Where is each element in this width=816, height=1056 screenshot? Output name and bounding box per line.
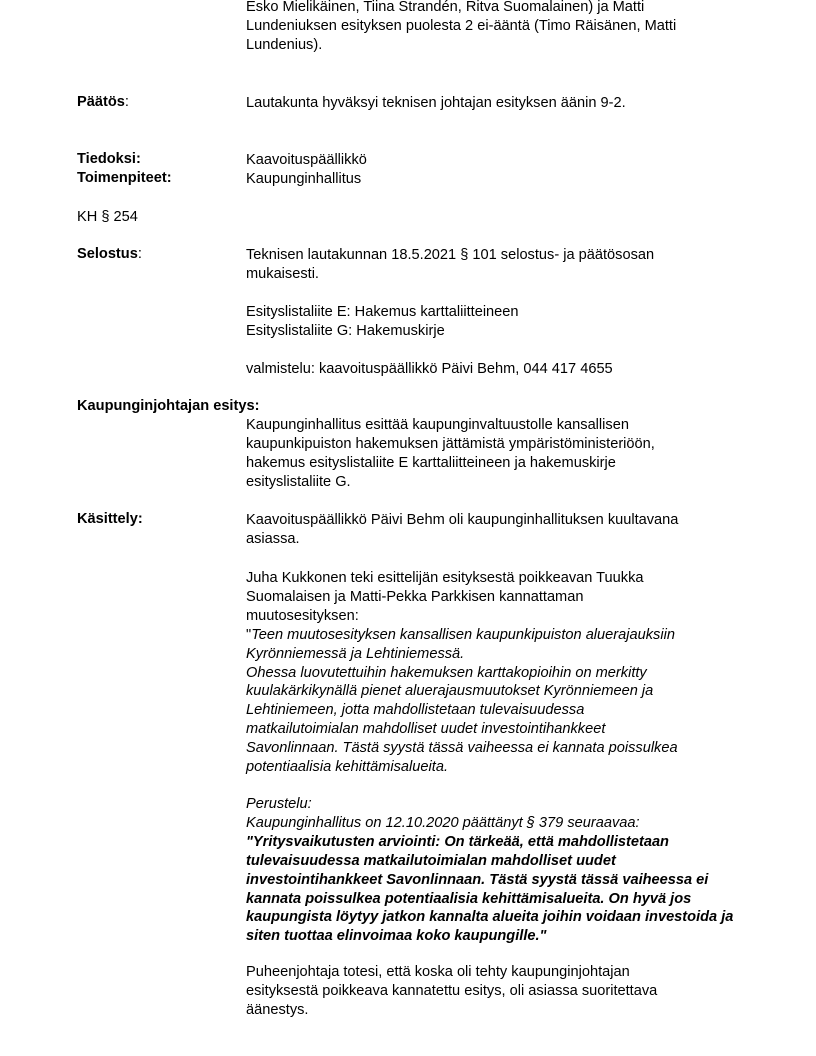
section-reference: KH § 254: [77, 209, 138, 225]
change-proposal-line: Lehtiniemeen, jotta mahdollistetaan tulevaisuudessa: [246, 702, 585, 719]
change-proposal-line: Kyrönniemessä ja Lehtiniemessä.: [246, 645, 465, 662]
text-line: Suomalaisen ja Matti-Pekka Parkkisen kannattaman: [246, 588, 584, 605]
text-line: kaupunkipuiston hakemuksen jättämistä ympäristöministeriöön,: [246, 435, 655, 452]
decision-label: Päätös:: [77, 94, 129, 110]
quoted-decision-line: tulevaisuudessa matkailutoimialan mahdolliset uudet: [246, 852, 616, 869]
quoted-decision-line: "Yritysvaikutusten arviointi: On tärkeää, että mahdollistetaan: [246, 833, 669, 850]
text-line: Juha Kukkonen teki esittelijän esityksestä poikkeavan Tuukka: [246, 570, 644, 586]
text-line: Lundeniuksen esityksen puolesta 2 ei-ääntä (Timo Räisänen, Matti: [246, 17, 677, 34]
text-line: Kaupunginhallitus esittää kaupunginvaltuustolle kansallisen: [246, 417, 629, 433]
text-line: Esko Mielikäinen, Tiina Strandén, Ritva Suomalainen) ja Matti: [246, 0, 645, 15]
attachment-item: Esityslistaliite E: Hakemus karttaliitteineen: [246, 304, 519, 320]
change-proposal-line: matkailutoimialan mahdolliset uudet investointihankkeet: [246, 721, 606, 738]
text-line: Puheenjohtaja totesi, että koska oli tehty kaupunginjohtajan: [246, 964, 630, 980]
mayor-proposal-text: [246, 416, 746, 492]
text-line: esityslistaliite G.: [246, 473, 351, 490]
change-proposal-line: potentiaalisia kehittämisalueita.: [246, 759, 448, 776]
justification-label: Perustelu:: [246, 796, 312, 812]
change-proposal-line: Ohessa luovutettuihin hakemuksen karttakopioihin on merkitty: [246, 664, 647, 681]
text-line: muutosesityksen:: [246, 607, 359, 624]
handling-label: Käsittely:: [77, 511, 143, 527]
quoted-decision-line: kaupungista löytyy jatkon kannalta alueita joihin voidaan investoida ja: [246, 909, 734, 926]
text-line: äänestys.: [246, 1001, 309, 1018]
notice-value: Kaavoituspäällikkö: [246, 152, 367, 168]
text-line: Teknisen lautakunnan 18.5.2021 § 101 selostus- ja päätösosan: [246, 247, 655, 263]
handling-para1: [246, 511, 746, 549]
handling-para2: [246, 569, 746, 777]
text-line: Kaavoituspäällikkö Päivi Behm oli kaupunginhallituksen kuultavana: [246, 512, 679, 528]
report-label: Selostus:: [77, 246, 142, 262]
notice-label: Tiedoksi:: [77, 151, 141, 167]
justification: [246, 795, 746, 946]
handling-para-final: [246, 963, 746, 1020]
quoted-decision-line: investointihankkeet Savonlinnaan. Tästä syystä tässä vaiheessa ei: [246, 871, 709, 888]
justification-intro: Kaupunginhallitus on 12.10.2020 päättänyt § 379 seuraavaa:: [246, 814, 640, 831]
mayor-proposal-label: Kaupunginjohtajan esitys:: [77, 398, 260, 414]
report-attachments: [246, 303, 746, 341]
text-line: mukaisesti.: [246, 265, 319, 282]
attachment-item: Esityslistaliite G: Hakemuskirje: [246, 322, 445, 339]
change-proposal-line: Savonlinnaan. Tästä syystä tässä vaiheessa ei kannata poissulkea: [246, 740, 678, 757]
actions-label: Toimenpiteet:: [77, 170, 172, 186]
text-line: hakemus esityslistaliite E karttaliitteineen ja hakemuskirje: [246, 454, 616, 471]
report-text: [246, 246, 746, 284]
actions-value: Kaupunginhallitus: [246, 171, 362, 187]
quoted-decision-line: kannata poissulkea potentiaalisia kehittämisalueita. On hyvä jos: [246, 890, 692, 907]
change-proposal-line: kuulakärkikynällä pienet aluerajausmuutokset Kyrönniemeen ja: [246, 683, 654, 700]
text-line: asiassa.: [246, 530, 300, 547]
change-proposal-line: "Teen muutosesityksen kansallisen kaupunkipuiston aluerajauksiin: [246, 626, 675, 643]
text-line: Lundenius).: [246, 36, 323, 53]
text-line: esityksestä poikkeava kannatettu esitys, oli asiassa suoritettava: [246, 982, 658, 999]
quoted-decision-line: siten tuottaa elinvoimaa koko kaupungille.": [246, 928, 547, 945]
report-preparation: valmistelu: kaavoituspäällikkö Päivi Behm, 044 417 4655: [246, 361, 613, 377]
intro-text: [246, 0, 746, 55]
decision-text: Lautakunta hyväksyi teknisen johtajan esityksen äänin 9-2.: [246, 95, 626, 111]
